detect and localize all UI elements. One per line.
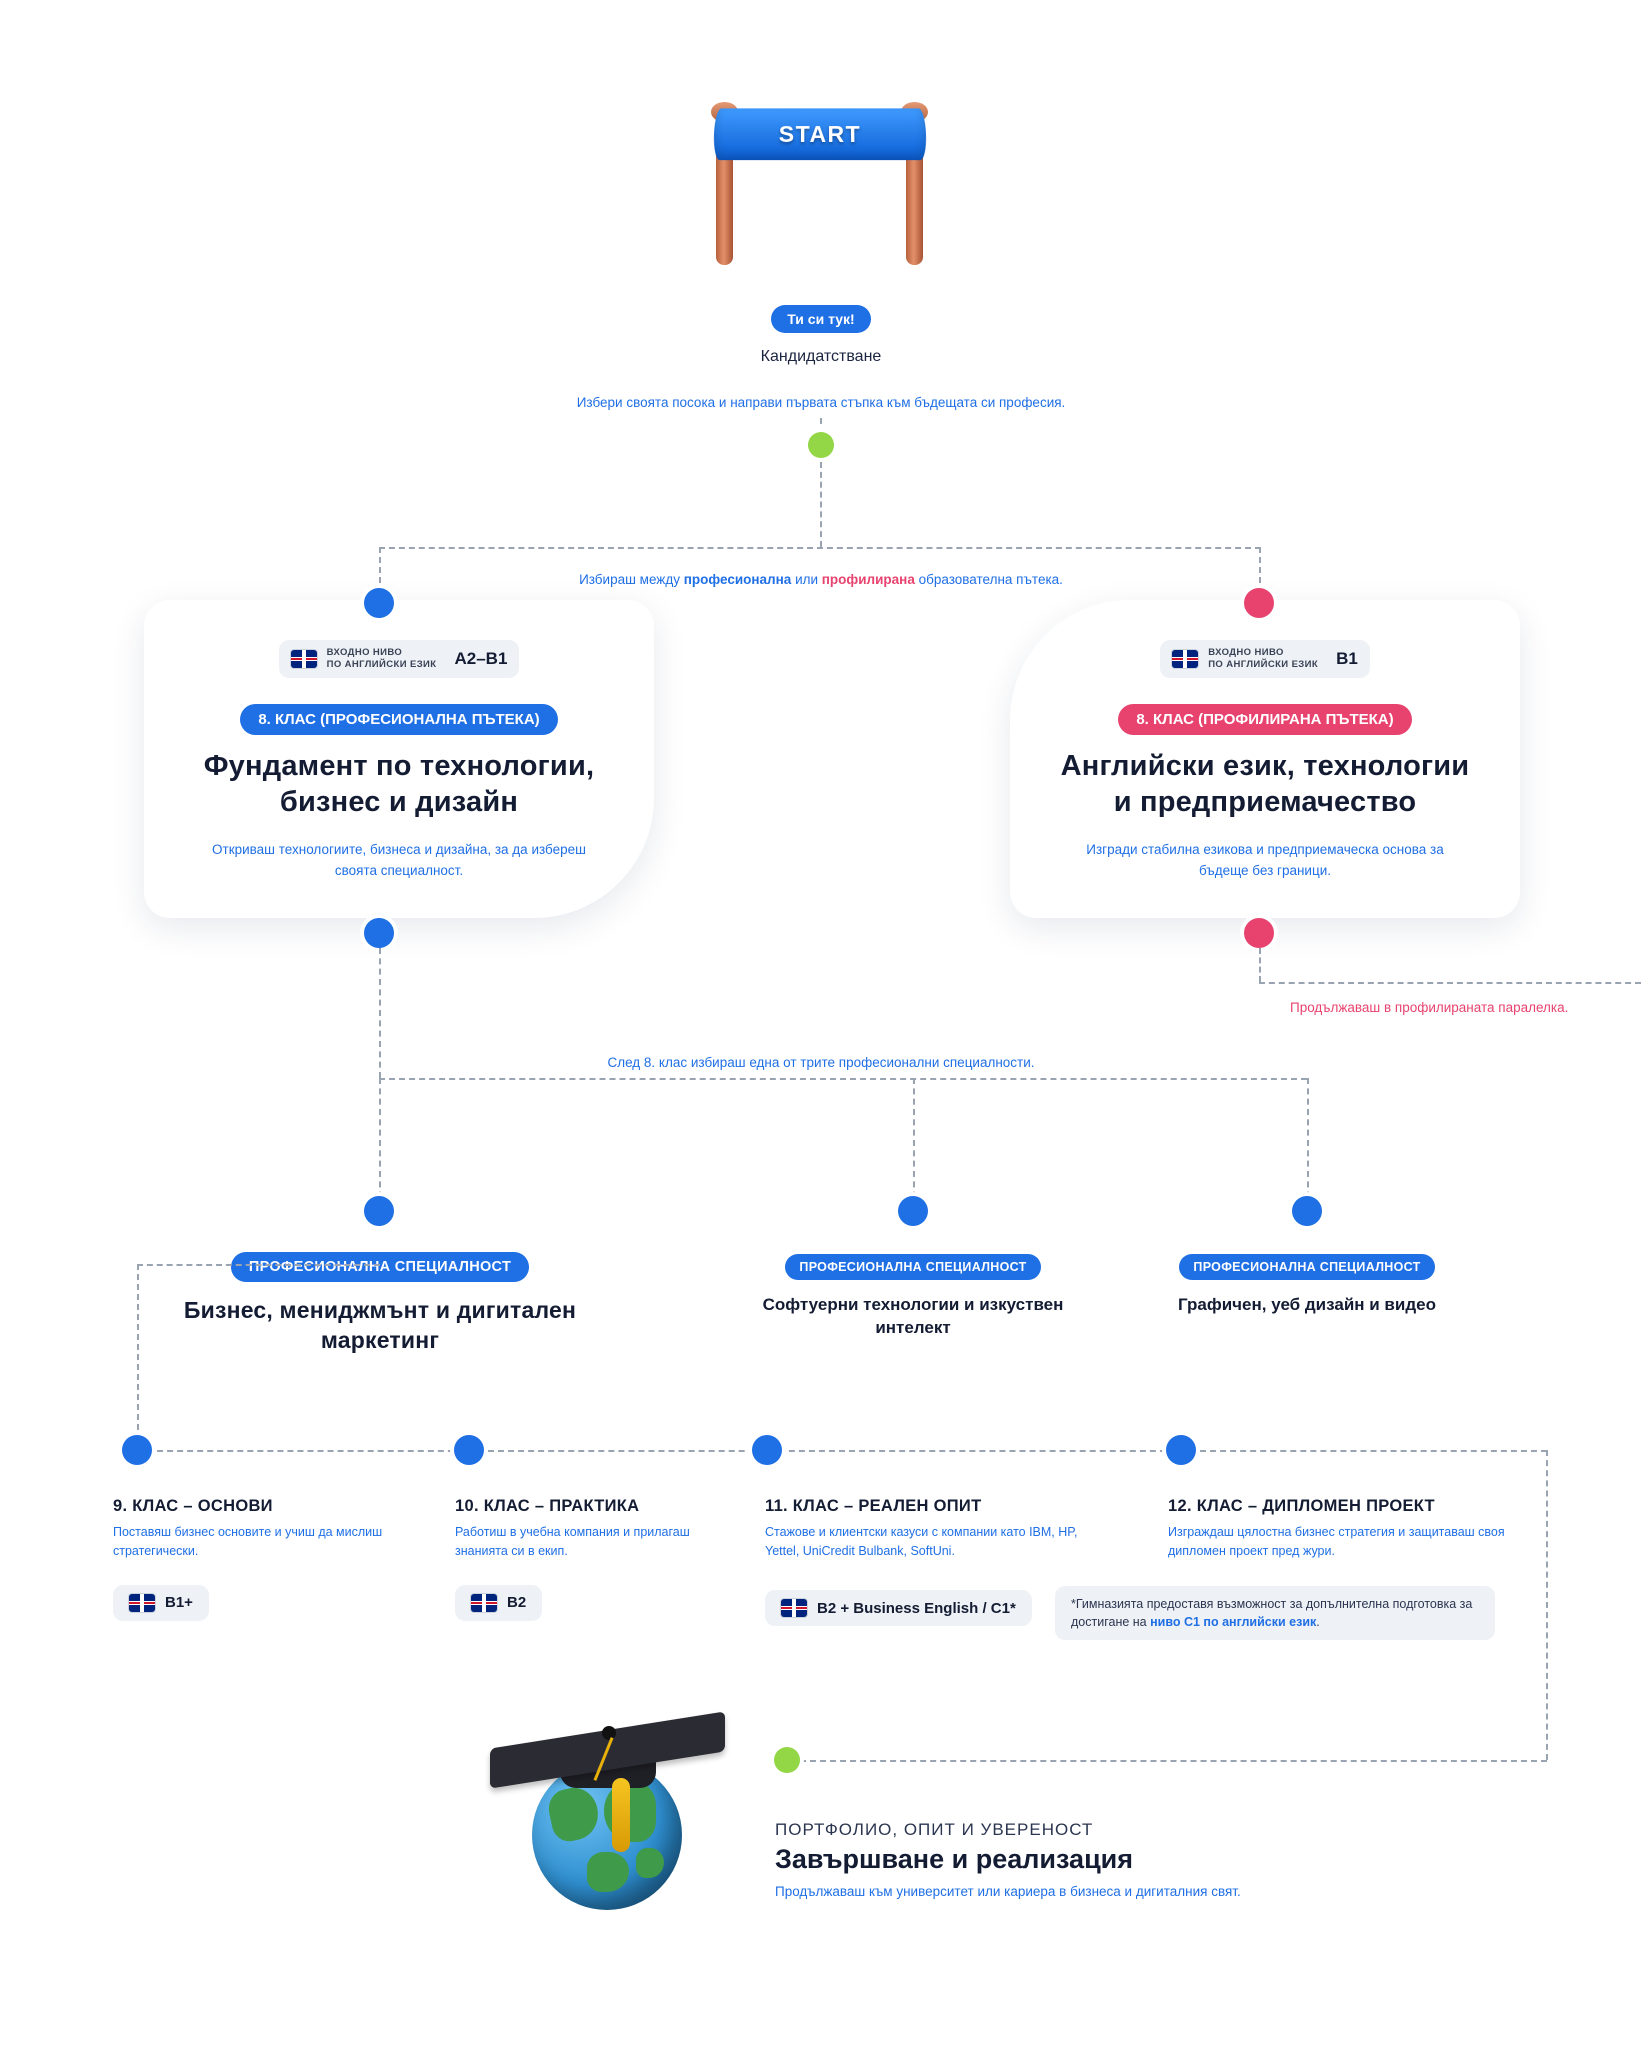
card-title-professional: Фундамент по технологии, бизнес и дизайн <box>203 750 595 819</box>
connector-spec1-down <box>379 1078 381 1208</box>
grade-11-level-value: B2 + Business English / C1* <box>817 1599 1016 1617</box>
entry-level-label-line1: ВХОДНО НИВО <box>326 647 403 658</box>
specialty-title-3: Графичен, уеб дизайн и видео <box>1178 1295 1436 1314</box>
branch-caption-suffix: образователна пътека. <box>914 572 1063 587</box>
grade-10-block <box>455 1497 735 1621</box>
specialty-tag-2: ПРОФЕСИОНАЛНА СПЕЦИАЛНОСТ <box>785 1254 1040 1280</box>
connector-professional-down <box>379 948 381 1078</box>
node-grade-10 <box>454 1435 484 1465</box>
connector-spec2-down <box>913 1078 915 1208</box>
grade-9-level-chip <box>113 1585 209 1621</box>
you-are-here-badge-wrap <box>621 305 1021 333</box>
connector-to-finish <box>800 1760 1547 1762</box>
connector-profiled-right <box>1259 982 1641 984</box>
specialty-card-1[interactable] <box>180 1252 580 1356</box>
grade-11-level-chip-wrap <box>765 1590 1032 1626</box>
grade-10-level-value: B2 <box>507 1594 527 1611</box>
connector-spec1-left-down <box>137 1264 139 1450</box>
node-grade-9 <box>122 1435 152 1465</box>
grade-12-text: Изграждаш цялостна бизнес стратегия и защитаваш своя дипломен проект пред жури. <box>1168 1525 1505 1558</box>
start-title: Кандидатстване <box>760 348 882 365</box>
uk-flag-icon <box>129 1594 155 1612</box>
node-specialty-1 <box>364 1196 394 1226</box>
footnote-after: . <box>1316 1615 1320 1630</box>
specialty-title-2: Софтуерни технологии и изкуствен интелект <box>762 1295 1064 1337</box>
node-grade-11 <box>752 1435 782 1465</box>
entry-level-chip-profiled <box>1160 640 1370 678</box>
specialty-card-3[interactable] <box>1127 1254 1487 1317</box>
branch-caption-professional: професионална <box>683 572 792 587</box>
graduation-globe-illustration <box>490 1690 725 1915</box>
node-profiled-top <box>1244 588 1274 618</box>
specialty-title-1: Бизнес, мениджмънт и дигитален маркетинг <box>183 1297 577 1353</box>
branch-caption-profiled: профилирана <box>821 572 915 587</box>
grade-9-block <box>113 1497 393 1621</box>
node-profiled-bottom <box>1244 918 1274 948</box>
footnote-before: *Гимназията предоставя възможност за допълнителна подготовка за достигане на <box>1071 1597 1473 1630</box>
footnote-block <box>1055 1586 1495 1640</box>
uk-flag-icon <box>291 650 317 668</box>
grade-11-level-chip <box>765 1590 1032 1626</box>
grade-12-title: 12. КЛАС – ДИПЛОМЕН ПРОЕКТ <box>1168 1497 1435 1515</box>
you-are-here-badge: Ти си тук! <box>771 305 870 333</box>
specialty-card-2[interactable] <box>733 1254 1093 1340</box>
uk-flag-icon <box>1172 650 1198 668</box>
card-subtitle-profiled: Изгради стабилна езикова и предприемаческа основа за бъдеще без граници. <box>1086 842 1444 878</box>
uk-flag-icon <box>781 1599 807 1617</box>
grade-10-text: Работиш в учебна компания и прилагаш знанията си в екип. <box>455 1525 690 1558</box>
entry-level-value: B1 <box>1336 648 1358 668</box>
start-banner <box>706 100 936 265</box>
card-tag-profiled: 8. КЛАС (ПРОФИЛИРАНА ПЪТЕКА) <box>1118 704 1411 735</box>
entry-level-label-line1: ВХОДНО НИВО <box>1208 647 1284 658</box>
footer-kicker: ПОРТФОЛИО, ОПИТ И УВЕРЕНОСТ <box>775 1820 1094 1839</box>
grade-12-block <box>1168 1497 1528 1561</box>
branch-caption <box>421 572 1221 587</box>
footer-title: Завършване и реализация <box>775 1844 1134 1874</box>
node-professional-bottom <box>364 918 394 948</box>
entry-level-label-line2: ПО АНГЛИЙСКИ ЕЗИК <box>326 658 437 670</box>
entry-level-label-line2: ПО АНГЛИЙСКИ ЕЗИК <box>1208 658 1319 670</box>
start-flag <box>713 108 927 160</box>
specialty-tag-3: ПРОФЕСИОНАЛНА СПЕЦИАЛНОСТ <box>1179 1254 1434 1280</box>
connector-spec3-down <box>1307 1078 1309 1208</box>
entry-level-value: A2–B1 <box>454 648 508 668</box>
connector-start-to-bus <box>820 462 822 547</box>
grade-11-title: 11. КЛАС – РЕАЛЕН ОПИТ <box>765 1497 982 1515</box>
grade-11-block <box>765 1497 1105 1561</box>
node-specialty-2 <box>898 1196 928 1226</box>
node-specialty-3 <box>1292 1196 1322 1226</box>
specialty-tag-1: ПРОФЕСИОНАЛНА СПЕЦИАЛНОСТ <box>231 1252 529 1282</box>
profiled-note: Продължаваш в профилираната паралелка. <box>1290 1000 1569 1015</box>
footnote-highlight: ниво C1 по английски език <box>1150 1615 1317 1630</box>
branch-caption-middle: или <box>791 572 822 587</box>
connector-specialty-bus <box>379 1078 1307 1080</box>
node-grade-12 <box>1166 1435 1196 1465</box>
card-title-profiled: Английски език, технологии и предприемачество <box>1060 750 1470 819</box>
footer-block <box>775 1820 1395 1903</box>
uk-flag-icon <box>471 1594 497 1612</box>
card-profiled-path[interactable] <box>1010 600 1520 918</box>
grade-10-level-chip <box>455 1585 542 1621</box>
grade-9-level-value: B1+ <box>165 1594 193 1611</box>
connector-spec1-left <box>137 1264 380 1266</box>
mortarboard-button <box>602 1726 616 1740</box>
connector-grade12-down <box>1546 1450 1548 1760</box>
card-tag-professional: 8. КЛАС (ПРОФЕСИОНАЛНА ПЪТЕКА) <box>240 704 557 735</box>
tassel-icon <box>612 1778 630 1852</box>
card-subtitle-professional: Откриваш технологиите, бизнеса и дизайна, за да избереш своята специалност. <box>212 842 586 878</box>
grade-11-text: Стажове и клиентски казуси с компании като IBM, HP, Yettel, UniCredit Bulbank, SoftUni. <box>765 1525 1078 1558</box>
specialties-caption: След 8. клас избираш една от трите професионални специалности. <box>421 1055 1221 1070</box>
node-professional-top <box>364 588 394 618</box>
grade-9-title: 9. КЛАС – ОСНОВИ <box>113 1497 273 1515</box>
grade-10-title: 10. КЛАС – ПРАКТИКА <box>455 1497 640 1515</box>
node-finish <box>774 1747 800 1773</box>
branch-caption-prefix: Избираш между <box>579 572 684 587</box>
footer-subtitle: Продължаваш към университет или кариера в бизнеса и дигиталния свят. <box>775 1884 1241 1899</box>
start-subtitle: Избери своята посока и направи първата стъпка към бъдещата си професия. <box>576 395 1066 410</box>
connector-grades-bus <box>137 1450 1547 1452</box>
start-label: START <box>778 120 862 147</box>
connector-branch-bus <box>379 547 1261 549</box>
entry-level-chip-professional <box>279 640 520 678</box>
card-professional-path[interactable] <box>144 600 654 918</box>
connector-profiled-down <box>1259 948 1261 982</box>
grade-9-text: Поставяш бизнес основите и учиш да мислиш стратегически. <box>113 1525 383 1558</box>
node-start <box>808 432 834 458</box>
